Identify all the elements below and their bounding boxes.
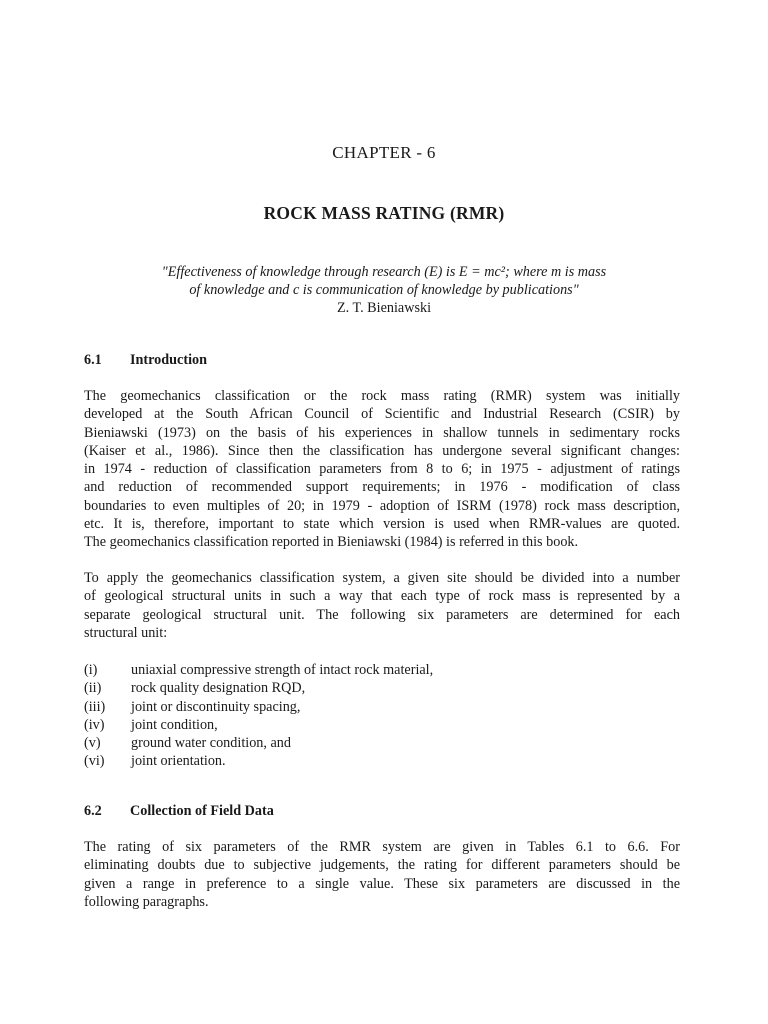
list-item bbox=[84, 661, 433, 679]
paragraph-line: developed at the South African Council of Scientific and Industrial Research (CSIR) by bbox=[84, 406, 680, 423]
list-text: ground water condition, and bbox=[131, 735, 291, 752]
paragraph-line: The geomechanics classification reported in Bieniawski (1984) is referred in this book. bbox=[84, 534, 579, 551]
paragraph-line: boundaries to even multiples of 20; in 1979 - adoption of ISRM (1978) rock mass description, bbox=[84, 497, 680, 514]
paragraph-line: (Kaiser et al., 1986). Since then the classification has undergone several significant changes: bbox=[84, 442, 680, 459]
list-marker: (iv) bbox=[84, 716, 105, 733]
section-heading-field-data bbox=[84, 803, 274, 820]
parameter-list bbox=[84, 661, 433, 771]
paragraph-line: The rating of six parameters of the RMR system are given in Tables 6.1 to 6.6. For bbox=[84, 839, 680, 855]
paragraph-line: separate geological structural unit. The following six parameters are determined for each bbox=[84, 606, 680, 623]
field-data-paragraph bbox=[84, 838, 680, 911]
section-title: Collection of Field Data bbox=[130, 803, 274, 819]
list-marker: (vi) bbox=[84, 753, 105, 770]
chapter-label: CHAPTER - 6 bbox=[332, 143, 436, 162]
list-text: uniaxial compressive strength of intact rock material, bbox=[131, 662, 434, 678]
quote-line-2: of knowledge and c is communication of knowledge by publications" bbox=[189, 282, 579, 298]
section-number: 6.2 bbox=[84, 803, 102, 819]
list-item bbox=[84, 698, 433, 716]
section-number: 6.1 bbox=[84, 352, 102, 368]
list-item bbox=[84, 734, 433, 752]
paragraph-line: To apply the geomechanics classification system, a given site should be divided into a number bbox=[84, 570, 680, 586]
chapter-title: ROCK MASS RATING (RMR) bbox=[263, 203, 505, 223]
list-text: joint condition, bbox=[131, 716, 218, 733]
section-title: Introduction bbox=[130, 352, 207, 368]
paragraph-line: structural unit: bbox=[84, 624, 168, 641]
list-marker: (i) bbox=[84, 662, 98, 678]
quote-line-1: "Effectiveness of knowledge through research (E) is E = mc²; where m is mass bbox=[161, 264, 607, 280]
paragraph-line: eliminating doubts due to subjective judgements, the rating for different parameters should be bbox=[84, 857, 680, 874]
list-text: joint orientation. bbox=[131, 753, 226, 770]
paragraph-line: given a range in preference to a single value. These six parameters are discussed in the bbox=[84, 875, 680, 892]
list-text: joint or discontinuity spacing, bbox=[131, 698, 301, 715]
paragraph-line: of geological structural units in such a way that each type of rock mass is represented by a bbox=[84, 588, 680, 605]
paragraph-line: The geomechanics classification or the rock mass rating (RMR) system was initially bbox=[84, 388, 680, 404]
introduction-paragraph-1 bbox=[84, 387, 680, 552]
section-heading-introduction bbox=[84, 352, 207, 369]
list-text: rock quality designation RQD, bbox=[131, 680, 306, 697]
list-marker: (v) bbox=[84, 735, 101, 752]
list-item bbox=[84, 716, 433, 734]
list-marker: (iii) bbox=[84, 698, 106, 715]
list-item bbox=[84, 679, 433, 697]
paragraph-line: following paragraphs. bbox=[84, 893, 209, 910]
paragraph-line: and reduction of recommended support requirements; in 1976 - modification of class bbox=[84, 479, 680, 496]
paragraph-line: in 1974 - reduction of classification parameters from 8 to 6; in 1975 - adjustment of ratings bbox=[84, 461, 680, 478]
paragraph-line: Bieniawski (1973) on the basis of his experiences in shallow tunnels in sedimentary rocks bbox=[84, 424, 680, 441]
epigraph-quote bbox=[0, 263, 768, 317]
quote-author: Z. T. Bieniawski bbox=[336, 300, 432, 316]
list-item bbox=[84, 752, 433, 770]
list-marker: (ii) bbox=[84, 680, 102, 697]
introduction-paragraph-2 bbox=[84, 569, 680, 642]
paragraph-line: etc. It is, therefore, important to state which version is used when RMR-values are quoted. bbox=[84, 516, 680, 533]
